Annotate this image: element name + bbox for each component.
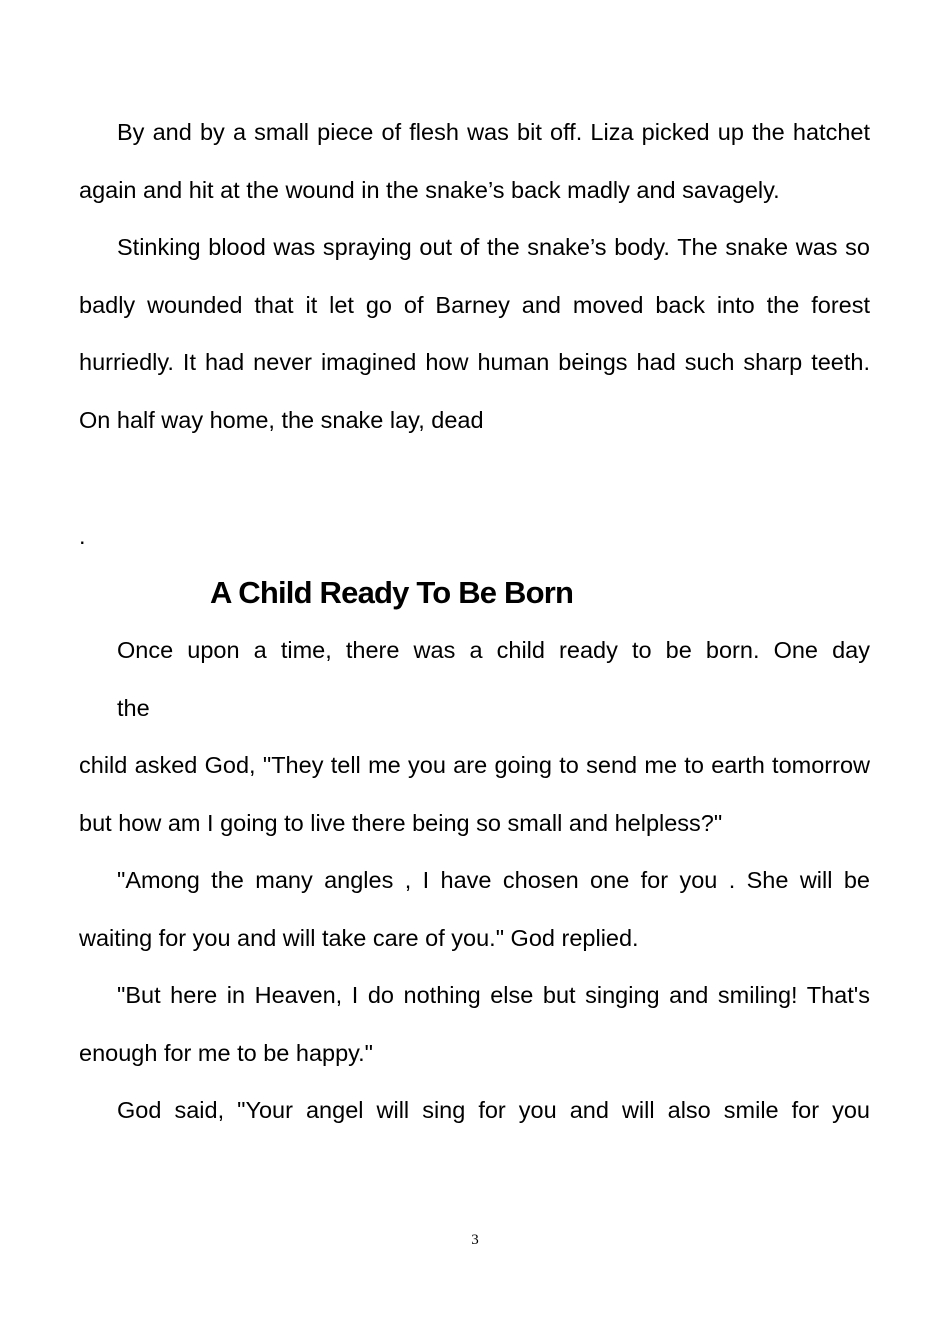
story1-paragraph-2: Stinking blood was spraying out of the snake’s body. The snake was so badly wounded that it let go of Barney and moved back into the forest hurriedly. It had never imagined how human beings had such sharp teeth. On half way home, the snake lay, dead bbox=[79, 234, 870, 433]
story2-paragraph-5: God said, "Your angel will sing for you and will also smile for you bbox=[117, 1097, 870, 1123]
story1-text bbox=[79, 104, 870, 449]
story2-paragraph-3: "Among the many angles , I have chosen one for you . She will be waiting for you and will take care of you." God replied. bbox=[79, 867, 870, 951]
trailing-period: . bbox=[79, 523, 86, 549]
story2-paragraph-1-line-2: the bbox=[117, 694, 150, 721]
page-number: 3 bbox=[471, 1232, 479, 1248]
story2-paragraph-2: child asked God, "They tell me you are going to send me to earth tomorrow but how am I going to live there being so small and helpless?" bbox=[79, 752, 870, 836]
story2-paragraph-1-line-1: Once upon a time, there was a child ready to be born. One day bbox=[117, 637, 870, 663]
story-title: A Child Ready To Be Born bbox=[210, 575, 574, 610]
story1-paragraph-1: By and by a small piece of flesh was bit off. Liza picked up the hatchet again and hit at the wound in the snake’s back madly and savagely. bbox=[79, 119, 870, 203]
story2-text bbox=[79, 622, 870, 1140]
story2-paragraph-4: "But here in Heaven, I do nothing else but singing and smiling! That's enough for me to be happy." bbox=[79, 982, 870, 1066]
